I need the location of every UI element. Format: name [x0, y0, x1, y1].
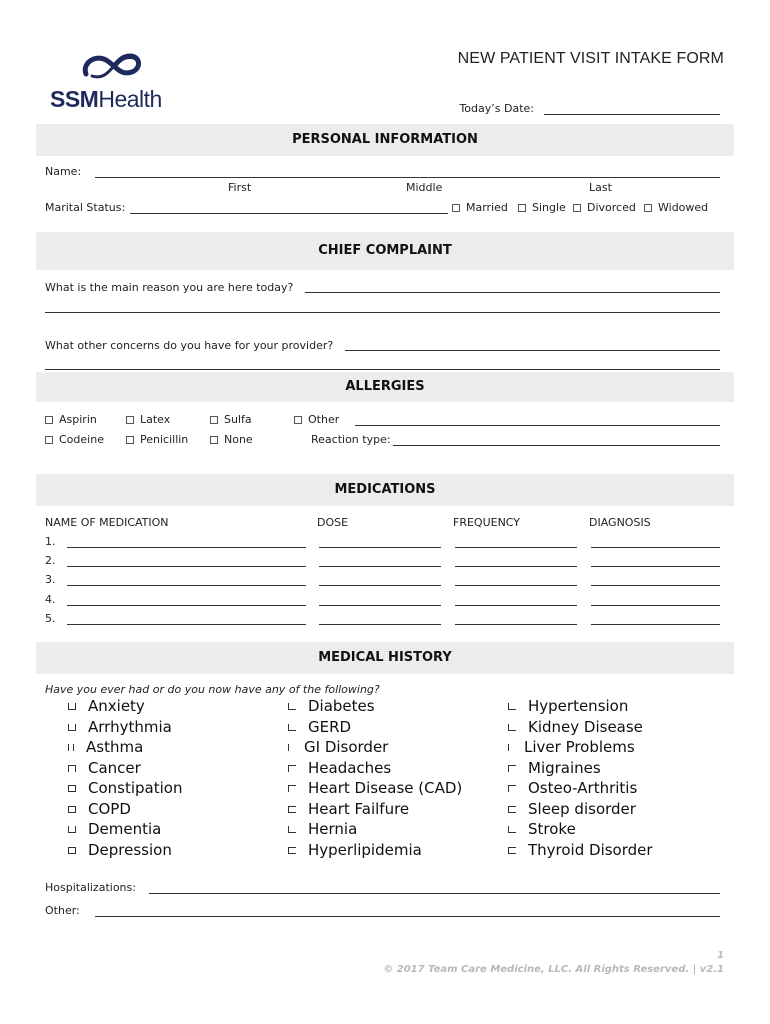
history-item-stroke[interactable] — [508, 820, 576, 838]
hospitalizations-label: Hospitalizations: — [45, 881, 136, 894]
marital-option-married[interactable] — [452, 201, 508, 214]
medication-row-number: 5. — [45, 612, 56, 625]
history-item-migraines[interactable] — [508, 759, 601, 777]
condition-label: Asthma — [86, 738, 144, 756]
main-reason-question: What is the main reason you are here today? — [45, 281, 294, 294]
option-label: Penicillin — [140, 433, 189, 446]
medication-dose-field[interactable] — [319, 585, 441, 586]
main-reason-field[interactable] — [305, 292, 720, 293]
section-header-chief-complaint: CHIEF COMPLAINT — [36, 232, 734, 270]
option-label: Married — [466, 201, 508, 214]
col-header-frequency: FREQUENCY — [453, 516, 521, 529]
allergy-codeine[interactable] — [45, 433, 104, 446]
section-header-personal: PERSONAL INFORMATION — [36, 124, 734, 156]
condition-label: Sleep disorder — [528, 800, 636, 818]
option-label: Single — [532, 201, 566, 214]
condition-label: Hernia — [308, 820, 358, 838]
option-label: Aspirin — [59, 413, 97, 426]
condition-label: Heart Failfure — [308, 800, 410, 818]
allergy-none[interactable] — [210, 433, 253, 446]
medication-frequency-field[interactable] — [455, 624, 577, 625]
condition-label: GERD — [308, 718, 352, 736]
allergy-latex[interactable] — [126, 413, 170, 426]
name-last-label: Last — [589, 181, 612, 194]
condition-label: Migraines — [528, 759, 601, 777]
condition-label: Heart Disease (CAD) — [308, 779, 463, 797]
option-label: Other — [308, 413, 340, 426]
section-header-medications: MEDICATIONS — [36, 474, 734, 506]
checkbox[interactable] — [45, 416, 53, 424]
medication-row-number: 2. — [45, 554, 56, 567]
option-label: Divorced — [587, 201, 636, 214]
checkbox[interactable] — [210, 436, 218, 444]
medication-diagnosis-field[interactable] — [591, 566, 720, 567]
medication-frequency-field[interactable] — [455, 605, 577, 606]
medication-frequency-field[interactable] — [455, 585, 577, 586]
todays-date-row — [459, 102, 720, 115]
medication-frequency-field[interactable] — [455, 547, 577, 548]
col-header-dose: DOSE — [317, 516, 349, 529]
option-label: Widowed — [658, 201, 709, 214]
history-item-gi-disorder[interactable] — [288, 738, 388, 756]
history-item-osteo-arthritis[interactable] — [508, 779, 637, 797]
checkbox[interactable] — [210, 416, 218, 424]
checkbox[interactable] — [452, 204, 460, 212]
other-concerns-field[interactable] — [345, 350, 720, 351]
checkbox[interactable] — [288, 806, 296, 813]
history-item-sleep-disorder[interactable] — [508, 800, 636, 818]
history-item-thyroid-disorder[interactable] — [508, 841, 653, 859]
condition-label: Kidney Disease — [528, 718, 643, 736]
history-item-heart-failure[interactable] — [288, 800, 409, 818]
section-header-allergies: ALLERGIES — [36, 372, 734, 402]
medication-name-field[interactable] — [67, 605, 306, 606]
history-item-diabetes[interactable] — [288, 697, 375, 715]
history-item-anxiety[interactable] — [68, 697, 145, 715]
medication-diagnosis-field[interactable] — [591, 624, 720, 625]
history-item-cancer[interactable] — [68, 759, 141, 777]
marital-option-divorced[interactable] — [573, 201, 636, 214]
checkbox[interactable] — [508, 744, 512, 751]
medication-frequency-field[interactable] — [455, 566, 577, 567]
medication-dose-field[interactable] — [319, 566, 441, 567]
checkbox[interactable] — [68, 826, 76, 833]
medication-row-number: 1. — [45, 535, 56, 548]
checkbox[interactable] — [508, 703, 516, 710]
condition-label: Cancer — [88, 759, 141, 777]
condition-label: Constipation — [88, 779, 183, 797]
checkbox[interactable] — [508, 765, 516, 772]
page-number: 1 — [717, 950, 724, 961]
medication-dose-field[interactable] — [319, 605, 441, 606]
brand-name — [50, 86, 162, 113]
checkbox[interactable] — [288, 785, 296, 792]
condition-label: GI Disorder — [304, 738, 389, 756]
brand-name-light: Health — [98, 86, 162, 112]
option-label: Sulfa — [224, 413, 252, 426]
col-header-medication-name: NAME OF MEDICATION — [45, 516, 169, 529]
history-item-heart-disease[interactable] — [288, 779, 462, 797]
history-item-copd[interactable] — [68, 800, 131, 818]
condition-label: Stroke — [528, 820, 576, 838]
section-header-medical-history: MEDICAL HISTORY — [36, 642, 734, 674]
condition-label: Headaches — [308, 759, 392, 777]
checkbox[interactable] — [644, 204, 652, 212]
history-item-liver-problems[interactable] — [508, 738, 635, 756]
medication-diagnosis-field[interactable] — [591, 585, 720, 586]
marital-status-label: Marital Status: — [45, 201, 126, 214]
history-item-kidney-disease[interactable] — [508, 718, 643, 736]
checkbox[interactable] — [68, 724, 76, 731]
medication-dose-field[interactable] — [319, 624, 441, 625]
copyright-notice: © 2017 Team Care Medicine, LLC. All Rights Reserved. | v2.1 — [383, 964, 724, 975]
brand-name-bold: SSM — [50, 86, 99, 112]
other-concerns-question: What other concerns do you have for your provider? — [45, 339, 334, 352]
option-label: None — [224, 433, 253, 446]
name-middle-label: Middle — [406, 181, 443, 194]
history-item-gerd[interactable] — [288, 718, 351, 736]
medication-diagnosis-field[interactable] — [591, 605, 720, 606]
other-history-label: Other: — [45, 904, 80, 917]
checkbox[interactable] — [68, 744, 74, 751]
medication-name-field[interactable] — [67, 624, 306, 625]
history-item-asthma[interactable] — [68, 738, 143, 756]
condition-label: Dementia — [88, 820, 162, 838]
checkbox[interactable] — [573, 204, 581, 212]
history-item-depression[interactable] — [68, 841, 172, 859]
history-item-constipation[interactable] — [68, 779, 182, 797]
checkbox[interactable] — [288, 847, 296, 854]
name-field[interactable] — [95, 177, 720, 178]
checkbox[interactable] — [45, 436, 53, 444]
checkbox[interactable] — [68, 765, 76, 772]
medication-diagnosis-field[interactable] — [591, 547, 720, 548]
history-item-hyperlipidemia[interactable] — [288, 841, 422, 859]
condition-label: Thyroid Disorder — [528, 841, 653, 859]
marital-option-single[interactable] — [518, 201, 566, 214]
col-header-diagnosis: DIAGNOSIS — [589, 516, 651, 529]
checkbox[interactable] — [508, 785, 516, 792]
checkbox[interactable] — [126, 436, 134, 444]
allergy-other[interactable] — [294, 413, 339, 426]
name-label: Name: — [45, 165, 82, 178]
reaction-type-field[interactable] — [393, 445, 720, 446]
checkbox[interactable] — [288, 744, 292, 751]
reaction-type-label: Reaction type: — [311, 433, 391, 446]
condition-label: COPD — [88, 800, 131, 818]
checkbox[interactable] — [68, 806, 76, 813]
checkbox[interactable] — [288, 703, 296, 710]
checkbox[interactable] — [508, 826, 516, 833]
checkbox[interactable] — [288, 724, 296, 731]
todays-date-label: Today’s Date: — [459, 102, 534, 115]
condition-label: Liver Problems — [524, 738, 635, 756]
condition-label: Hypertension — [528, 697, 629, 715]
checkbox[interactable] — [294, 416, 302, 424]
history-item-arrhythmia[interactable] — [68, 718, 172, 736]
other-concerns-field-line2[interactable] — [45, 369, 720, 370]
other-history-field[interactable] — [95, 916, 720, 917]
checkbox[interactable] — [288, 765, 296, 772]
checkbox[interactable] — [126, 416, 134, 424]
infinity-logo-icon — [80, 50, 144, 82]
allergy-other-field[interactable] — [355, 425, 720, 426]
history-item-dementia[interactable] — [68, 820, 161, 838]
checkbox[interactable] — [518, 204, 526, 212]
checkbox[interactable] — [68, 785, 76, 792]
checkbox[interactable] — [508, 806, 516, 813]
allergy-sulfa[interactable] — [210, 413, 252, 426]
medical-history-prompt: Have you ever had or do you now have any of the following? — [45, 683, 380, 696]
hospitalizations-field[interactable] — [149, 893, 720, 894]
option-label: Latex — [140, 413, 171, 426]
marital-option-widowed[interactable] — [644, 201, 708, 214]
history-item-hernia[interactable] — [288, 820, 357, 838]
medication-name-field[interactable] — [67, 585, 306, 586]
condition-label: Depression — [88, 841, 172, 859]
marital-status-field[interactable] — [130, 213, 448, 214]
form-title: NEW PATIENT VISIT INTAKE FORM — [457, 50, 724, 67]
option-label: Codeine — [59, 433, 104, 446]
name-first-label: First — [228, 181, 252, 194]
checkbox[interactable] — [68, 703, 76, 710]
checkbox[interactable] — [508, 847, 516, 854]
condition-label: Anxiety — [88, 697, 145, 715]
allergy-penicillin[interactable] — [126, 433, 188, 446]
condition-label: Diabetes — [308, 697, 375, 715]
medication-name-field[interactable] — [67, 547, 306, 548]
condition-label: Osteo-Arthritis — [528, 779, 638, 797]
history-item-hypertension[interactable] — [508, 697, 628, 715]
todays-date-field[interactable] — [544, 103, 720, 115]
medication-name-field[interactable] — [67, 566, 306, 567]
history-item-headaches[interactable] — [288, 759, 391, 777]
checkbox[interactable] — [508, 724, 516, 731]
medication-dose-field[interactable] — [319, 547, 441, 548]
allergy-aspirin[interactable] — [45, 413, 97, 426]
ssm-health-logo — [50, 50, 180, 112]
condition-label: Arrhythmia — [88, 718, 172, 736]
main-reason-field-line2[interactable] — [45, 312, 720, 313]
checkbox[interactable] — [68, 847, 76, 854]
condition-label: Hyperlipidemia — [308, 841, 422, 859]
medication-row-number: 4. — [45, 593, 56, 606]
checkbox[interactable] — [288, 826, 296, 833]
medication-row-number: 3. — [45, 573, 56, 586]
